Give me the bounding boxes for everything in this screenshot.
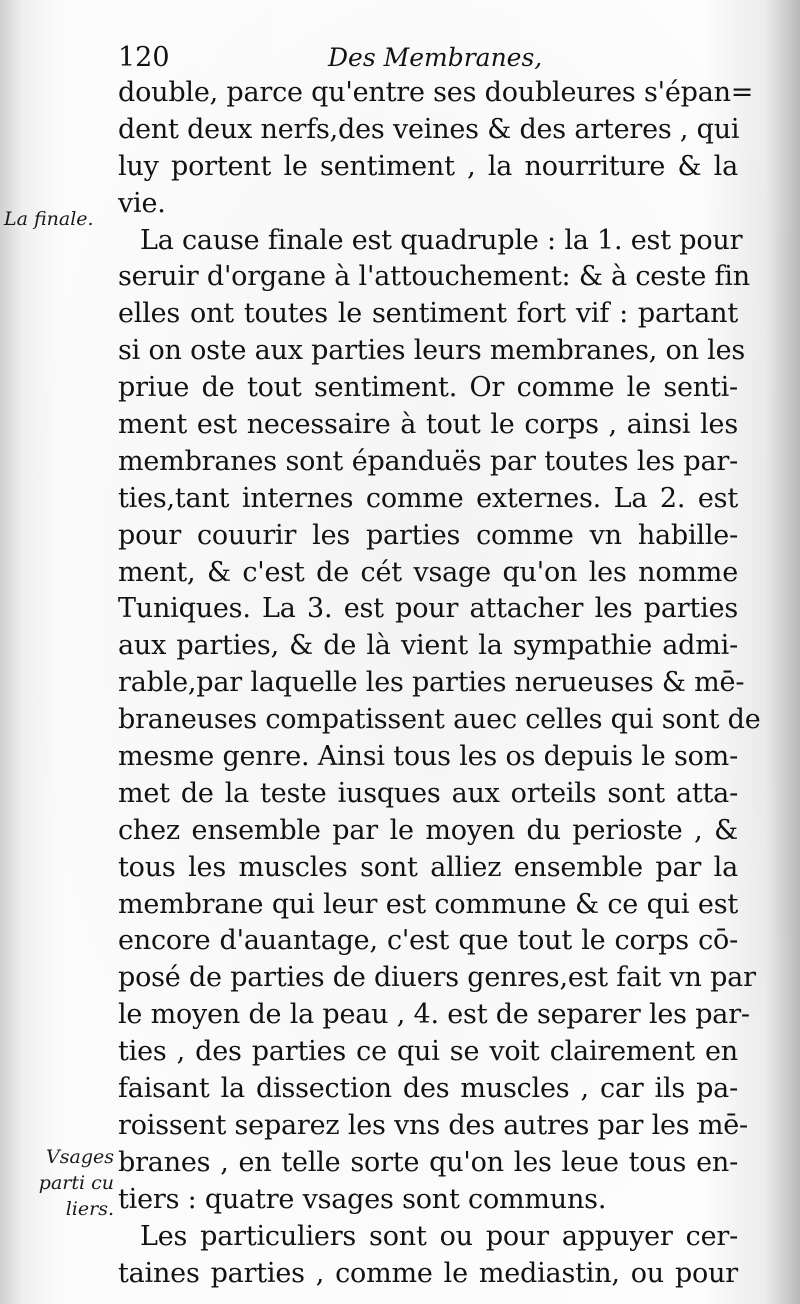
text-line: luy portent le sentiment , la nourriture & la	[118, 150, 738, 182]
text-line: ties , des parties ce qui se voit clairement en	[118, 1036, 738, 1068]
page-header	[118, 38, 543, 78]
text-line: vie.	[118, 187, 166, 219]
margin-note-vsages-line: Vsages	[46, 1146, 114, 1168]
text-line: encore d'auantage, c'est que tout le corps cō-	[118, 925, 738, 957]
text-line: roissent separez les vns des autres par les mē-	[118, 1109, 748, 1141]
text-line: posé de parties de diuers genres,est fait vn par	[118, 962, 756, 994]
text-line: membrane qui leur est commune & ce qui est	[118, 888, 738, 920]
text-line: rable,par laquelle les parties nerueuses & mē-	[118, 667, 745, 699]
body-text	[118, 75, 761, 1292]
text-line: met de la teste iusques aux orteils sont atta-	[118, 777, 738, 809]
spine-shadow	[764, 0, 800, 1304]
margin-note-vsages-line: parti cu	[38, 1172, 114, 1194]
text-line: Les particuliers sont ou pour appuyer cer-	[140, 1220, 738, 1252]
text-line: taines parties , comme le mediastin, ou pour	[118, 1257, 738, 1289]
page-number: 120	[118, 42, 170, 73]
text-line: La cause finale est quadruple : la 1. est pour	[140, 224, 743, 256]
text-line: chez ensemble par le moyen du perioste , &	[118, 814, 738, 846]
text-line: elles ont toutes le sentiment fort vif : partant	[118, 298, 738, 330]
text-line: double, parce qu'entre ses doubleures s'épan=	[118, 77, 754, 108]
margin-note-finale: La finale.	[4, 208, 94, 230]
text-line: ment est necessaire à tout le corps , ainsi les	[118, 409, 738, 441]
running-title: Des Membranes,	[328, 43, 543, 72]
text-line: faisant la dissection des muscles , car ils pa-	[118, 1073, 738, 1105]
text-line: aux parties, & de là vient la sympathie admi-	[118, 630, 738, 662]
text-line: tous les muscles sont alliez ensemble par la	[118, 851, 738, 883]
text-line: tiers : quatre vsages sont communs.	[118, 1183, 607, 1215]
text-line: dent deux nerfs,des veines & des arteres , qui	[118, 113, 740, 145]
text-line: ties,tant internes comme externes. La 2. est	[118, 482, 738, 514]
text-line: braneuses compatissent auec celles qui sont de	[118, 704, 761, 736]
text-line: membranes sont épanduës par toutes les par-	[118, 445, 738, 477]
margin-note-vsages-line: liers.	[65, 1198, 114, 1220]
text-line: mesme genre. Ainsi tous les os depuis le som-	[118, 741, 738, 773]
text-line: priue de tout sentiment. Or comme le senti-	[118, 372, 738, 404]
text-line: seruir d'organe à l'attouchement: & à ceste fin	[118, 261, 750, 293]
text-line: ment, & c'est de cét vsage qu'on les nomme	[118, 556, 738, 588]
text-line: Tuniques. La 3. est pour attacher les parties	[118, 593, 738, 625]
text-line: si on oste aux parties leurs membranes, on les	[118, 335, 746, 367]
text-line: branes , en telle sorte qu'on les leue tous en-	[118, 1146, 738, 1178]
margin-note-vsages	[14, 1144, 114, 1222]
text-line: pour couurir les parties comme vn habille-	[118, 519, 738, 551]
text-line: le moyen de la peau , 4. est de separer les par-	[118, 999, 750, 1031]
